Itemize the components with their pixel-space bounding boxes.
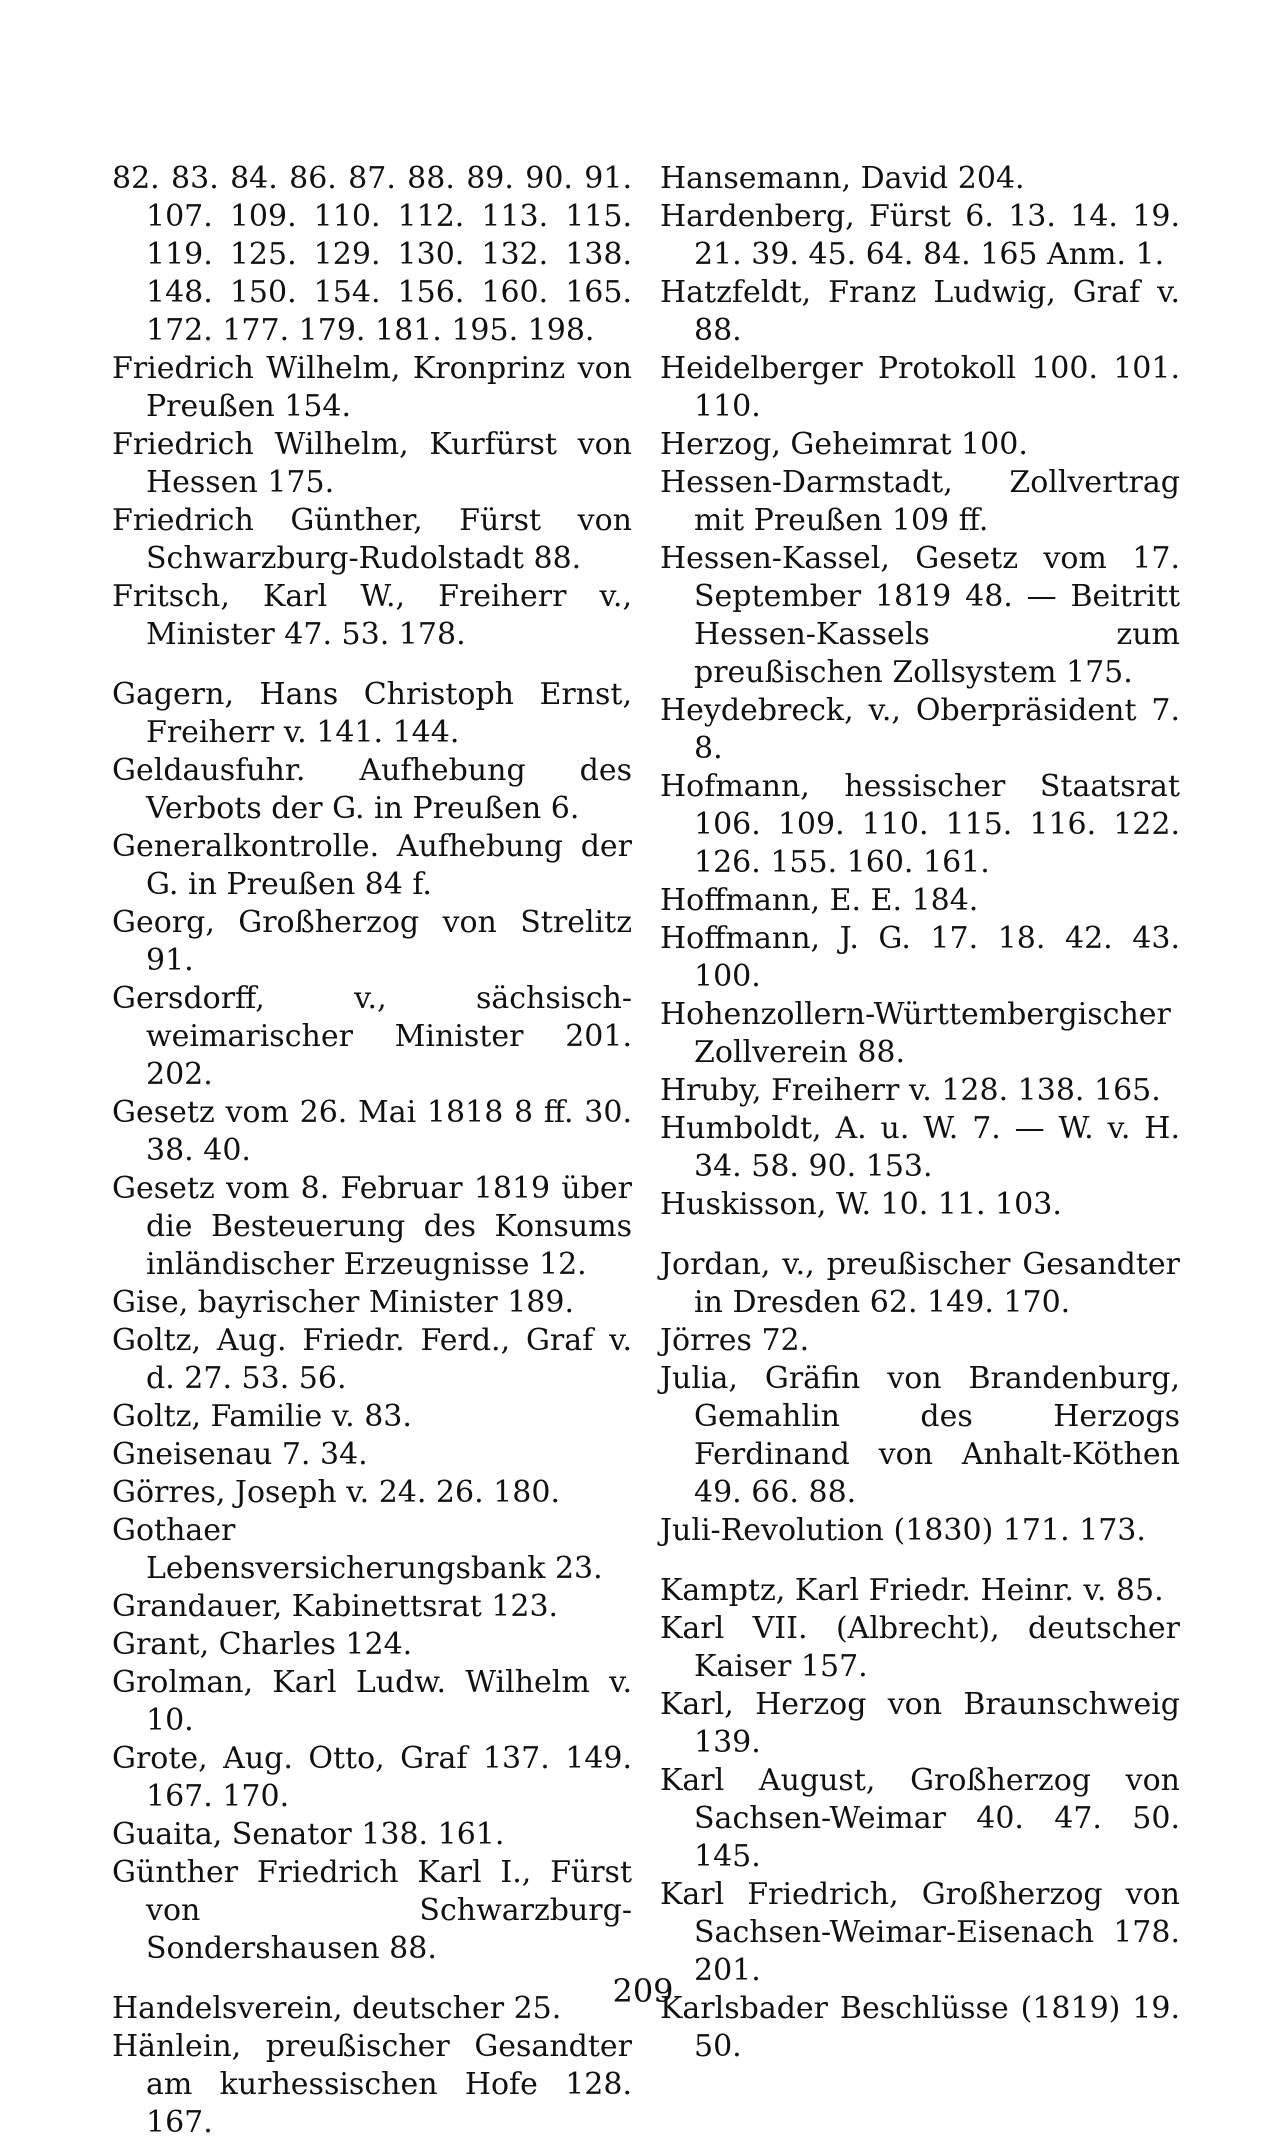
index-entry: Huskisson, W. 10. 11. 103. [660, 1187, 1062, 1222]
index-entry: Gagern, Hans Christoph Ernst, Freiherr v. 141. 144. [112, 677, 632, 750]
index-entry: Goltz, Familie v. 83. [112, 1399, 412, 1434]
index-entry: Guaita, Senator 138. 161. [112, 1817, 505, 1852]
index-entry: Karl VII. (Albrecht), deutscher Kaiser 157. [660, 1611, 1180, 1684]
index-entry: Georg, Großherzog von Strelitz 91. [112, 905, 632, 978]
index-entry: Juli-Revolution (1830) 171. 173. [660, 1513, 1146, 1548]
index-entry: Grant, Charles 124. [112, 1627, 413, 1662]
index-entry: Hofmann, hessischer Staatsrat 106. 109. 110. 115. 116. 122. 126. 155. 160. 161. [660, 769, 1180, 880]
index-entry: Kamptz, Karl Friedr. Heinr. v. 85. [660, 1573, 1164, 1608]
index-entry: Goltz, Aug. Friedr. Ferd., Graf v. d. 27. 53. 56. [112, 1323, 632, 1396]
index-entry: Hoffmann, E. E. 184. [660, 883, 979, 918]
index-entry: Geldausfuhr. Aufhebung des Verbots der G. in Preußen 6. [112, 753, 632, 826]
index-entry: Günther Friedrich Karl I., Fürst von Schwarzburg-Sondershausen 88. [112, 1855, 632, 1966]
index-entry: Hatzfeldt, Franz Ludwig, Graf v. 88. [660, 275, 1180, 348]
index-entry: Friedrich Günther, Fürst von Schwarzburg-Rudolstadt 88. [112, 503, 632, 576]
index-entry: Gersdorff, v., sächsisch-weimarischer Minister 201. 202. [112, 981, 632, 1092]
index-entry: Hardenberg, Fürst 6. 13. 14. 19. 21. 39. 45. 64. 84. 165 Anm. 1. [660, 199, 1180, 272]
index-entry: Karl Friedrich, Großherzog von Sachsen-Weimar-Eisenach 178. 201. [660, 1877, 1180, 1988]
index-entry: Grolman, Karl Ludw. Wilhelm v. 10. [112, 1665, 632, 1738]
index-entry: Görres, Joseph v. 24. 26. 180. [112, 1475, 560, 1510]
index-entry: Hruby, Freiherr v. 128. 138. 165. [660, 1073, 1161, 1108]
index-entry: Gesetz vom 8. Februar 1819 über die Besteuerung des Konsums inländischer Erzeugnisse 12. [112, 1171, 632, 1282]
index-entry: Gneisenau 7. 34. [112, 1437, 368, 1472]
index-entry: Gise, bayrischer Minister 189. [112, 1285, 575, 1320]
index-entry: Handelsverein, deutscher 25. [112, 1991, 562, 2026]
index-entry: Hessen-Darmstadt, Zollvertrag mit Preußen 109 ff. [660, 465, 1180, 538]
index-entry: Hansemann, David 204. [660, 161, 1025, 196]
index-column-right [660, 160, 1180, 2066]
index-entry: Jörres 72. [660, 1323, 810, 1358]
index-entry: Hoffmann, J. G. 17. 18. 42. 43. 100. [660, 921, 1180, 994]
index-entry: Grandauer, Kabinettsrat 123. [112, 1589, 559, 1624]
index-entry: Fritsch, Karl W., Freiherr v., Minister 47. 53. 178. [112, 579, 632, 652]
index-column-left [112, 160, 632, 2142]
index-entry: Gesetz vom 26. Mai 1818 8 ff. 30. 38. 40. [112, 1095, 632, 1168]
index-entry: Jordan, v., preußischer Gesandter in Dresden 62. 149. 170. [660, 1247, 1180, 1320]
index-entry: Gothaer Lebensversicherungsbank 23. [112, 1513, 603, 1586]
index-entry: Karl August, Großherzog von Sachsen-Weimar 40. 47. 50. 145. [660, 1763, 1180, 1874]
page-number: 209 [612, 1972, 674, 2010]
index-entry: Grote, Aug. Otto, Graf 137. 149. 167. 170. [112, 1741, 632, 1814]
index-entry: Karlsbader Beschlüsse (1819) 19. 50. [660, 1991, 1180, 2064]
index-entry: Hohenzollern-Württembergischer Zollverein 88. [660, 997, 1171, 1070]
index-entry: Hänlein, preußischer Gesandter am kurhessischen Hofe 128. 167. [112, 2029, 632, 2140]
index-entry: Generalkontrolle. Aufhebung der G. in Preußen 84 f. [112, 829, 632, 902]
index-entry: Heydebreck, v., Oberpräsident 7. 8. [660, 693, 1180, 766]
index-entry: Heidelberger Protokoll 100. 101. 110. [660, 351, 1180, 424]
index-entry: Karl, Herzog von Braunschweig 139. [660, 1687, 1180, 1760]
index-entry: Hessen-Kassel, Gesetz vom 17. September 1819 48. — Beitritt Hessen-Kassels zum preußischen Zollsystem 175. [660, 541, 1180, 690]
index-entry: Herzog, Geheimrat 100. [660, 427, 1028, 462]
index-entry: Humboldt, A. u. W. 7. — W. v. H. 34. 58. 90. 153. [660, 1111, 1180, 1184]
index-entry: Friedrich Wilhelm, Kronprinz von Preußen 154. [112, 351, 632, 424]
index-entry: 82. 83. 84. 86. 87. 88. 89. 90. 91. 107. 109. 110. 112. 113. 115. 119. 125. 129. 130. 132. 138. 148. 150. 154. 156. 160. 165. 172. 177. 179. 181. 195. 198. [112, 161, 632, 348]
index-entry: Friedrich Wilhelm, Kurfürst von Hessen 175. [112, 427, 632, 500]
index-entry: Julia, Gräfin von Brandenburg, Gemahlin des Herzogs Ferdinand von Anhalt-Köthen 49. 66. 88. [660, 1361, 1180, 1510]
